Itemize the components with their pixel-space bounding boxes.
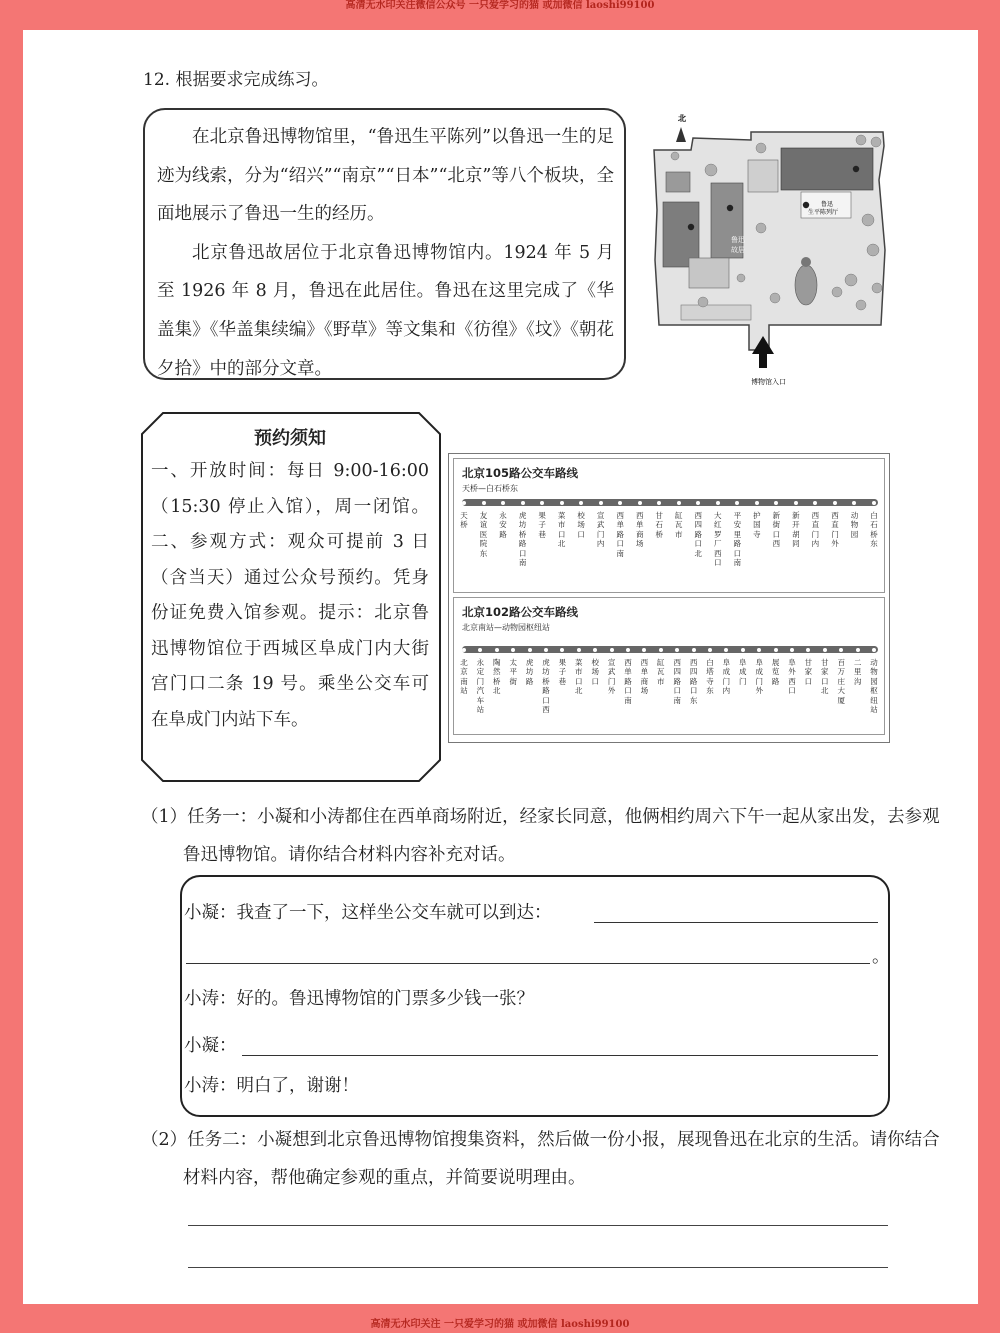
building	[666, 172, 690, 192]
building	[681, 305, 751, 320]
task2-prompt: （2）任务二：小凝想到北京鲁迅博物馆搜集资料，然后做一份小报，展现鲁迅在北京的生活。请你结合材料内容，帮他确定参观的重点，并简要说明理由。	[141, 1130, 940, 1188]
dialog-line-1-end: 。	[872, 947, 890, 967]
route-stop-label: 陶然桥北	[493, 658, 501, 696]
route-stop-label: 甘家口	[804, 658, 813, 686]
route-stop-dot	[540, 501, 544, 505]
entrance-label: 博物馆入口	[751, 378, 786, 386]
route-stop-label: 西四路口南	[673, 658, 681, 705]
building	[663, 202, 699, 267]
route-stop-dot	[806, 648, 810, 652]
route-stop-label: 西四路口北	[694, 511, 703, 558]
route-stop-dot	[692, 648, 696, 652]
route-stop-label: 校场口	[577, 511, 585, 539]
bus-route-title: 北京105路公交车路线	[462, 466, 579, 480]
material-paragraph-2: 北京鲁迅故居位于北京鲁迅博物馆内。1924 年 5 月至 1926 年 8 月，鲁迅在此居住。鲁迅在这里完成了《华盖集》《华盖集续编》《野草》等文集和《彷徨》《坟》《朝花夕拾》中的部分文章。	[157, 242, 614, 379]
route-stop-dot	[774, 648, 778, 652]
bus-route-105	[453, 458, 885, 593]
route-stop-dot	[610, 648, 614, 652]
route-stop-label: 永定门汽车站	[476, 658, 485, 715]
route-stop-dot	[511, 648, 515, 652]
north-arrow-icon	[676, 127, 686, 142]
route-stop-dot	[724, 648, 728, 652]
route-stop-dot	[839, 648, 843, 652]
dialog-line-1: 小凝：我查了一下，这样坐公交车就可以到达：	[184, 903, 552, 923]
route-stop-label: 护国寺	[753, 511, 761, 539]
route-stop-dot	[593, 648, 597, 652]
route-stop-dot	[495, 648, 499, 652]
route-stop-dot	[716, 501, 720, 505]
route-stop-label: 西单路口南	[624, 658, 632, 705]
route-stop-label: 二里沟	[853, 658, 862, 686]
route-stop-label: 新开胡同	[792, 511, 800, 549]
route-stop-dot	[501, 501, 505, 505]
route-stop-label: 百万庄大厦	[837, 658, 845, 705]
route-stop-label: 永安路	[499, 511, 507, 539]
route-stop-dot	[872, 648, 876, 652]
route-stop-dot	[560, 501, 564, 505]
answer-blank[interactable]	[594, 922, 878, 923]
route-stop-dot	[741, 648, 745, 652]
route-stop-dot	[708, 648, 712, 652]
route-stop-dot	[462, 501, 466, 505]
route-stop-dot	[755, 501, 759, 505]
route-stop-label: 西单商场	[635, 511, 644, 549]
notice-title: 预约须知	[254, 428, 326, 449]
exhibition-label-1: 鲁迅	[821, 201, 834, 208]
route-stop-dot	[462, 648, 466, 652]
route-stop-label: 缸瓦市	[675, 511, 683, 539]
route-stop-label: 西单路口南	[616, 511, 624, 558]
route-stop-label: 阜成门外	[755, 658, 763, 696]
route-stop-label: 天桥	[460, 511, 468, 530]
route-stop-label: 虎坊桥路口西	[542, 658, 550, 715]
route-stop-dot	[852, 501, 856, 505]
route-stop-dot	[528, 648, 532, 652]
route-stop-dot	[521, 501, 525, 505]
route-stop-label: 太平街	[509, 658, 517, 686]
route-stop-label: 白塔寺东	[706, 658, 714, 696]
route-stop-dot	[544, 648, 548, 652]
route-stop-dot	[696, 501, 700, 505]
route-stop-label: 展览路	[771, 658, 780, 686]
answer-blank[interactable]	[242, 1055, 878, 1056]
dialog-line-3: 小凝：	[184, 1036, 237, 1056]
answer-line[interactable]	[188, 1225, 888, 1226]
statue-icon	[795, 265, 817, 305]
museum-map	[651, 110, 891, 390]
answer-line[interactable]	[188, 1267, 888, 1268]
route-stop-label: 甘石桥	[655, 511, 663, 539]
route-stop-dot	[833, 501, 837, 505]
route-stop-label: 友谊医院东	[479, 511, 488, 558]
route-stop-label: 虎坊桥路口南	[518, 511, 527, 568]
route-stop-dot	[790, 648, 794, 652]
bus-route-panel	[448, 453, 890, 743]
answer-blank[interactable]	[186, 963, 870, 964]
route-stop-dot	[677, 501, 681, 505]
material-paragraph-1: 在北京鲁迅博物馆里，“鲁迅生平陈列”以鲁迅一生的足迹为线索，分为“绍兴”“南京”“日本”“北京”等八个板块，全面地展示了鲁迅一生的经历。	[157, 127, 614, 225]
route-stop-label: 阜成门内	[722, 658, 731, 696]
route-stop-label: 缸瓦市	[657, 658, 665, 686]
building	[689, 258, 729, 288]
route-stop-dot	[482, 501, 486, 505]
route-stop-label: 白石桥东	[870, 511, 878, 549]
worksheet-page	[23, 30, 978, 1304]
route-stop-label: 校场口	[591, 658, 599, 686]
exhibition-building	[781, 148, 873, 190]
route-stop-dot	[638, 501, 642, 505]
route-line	[462, 646, 878, 653]
route-stop-dot	[599, 501, 603, 505]
route-stop-dot	[560, 648, 564, 652]
museum-map-drawing	[651, 110, 891, 390]
question-title: 12. 根据要求完成练习。	[143, 70, 329, 90]
route-stop-dot	[872, 501, 876, 505]
route-stop-label: 大红罗厂西口	[714, 511, 722, 568]
route-stop-label: 西四路口东	[689, 658, 698, 705]
route-stop-dot	[823, 648, 827, 652]
route-stop-dot	[659, 648, 663, 652]
route-stop-label: 平安里路口南	[733, 511, 742, 568]
route-stop-label: 北京南站	[460, 658, 468, 696]
route-stop-label: 菜市口北	[575, 658, 583, 696]
route-stop-dot	[774, 501, 778, 505]
watermark-bottom: 高清无水印关注 一只爱学习的猫 或加微信 laoshi99100	[370, 1319, 630, 1330]
route-stop-label: 菜市口北	[557, 511, 566, 549]
task1-prompt: （1）任务一：小凝和小涛都住在西单商场附近，经家长同意，他俩相约周六下午一起从家出发，去参观鲁迅博物馆。请你结合材料内容补充对话。	[141, 807, 940, 865]
route-stop-dot	[626, 648, 630, 652]
route-stop-label: 果子巷	[538, 511, 546, 539]
route-stop-label: 西单商场	[640, 658, 649, 696]
route-stop-label: 动物园枢纽站	[870, 658, 878, 715]
route-stop-dot	[735, 501, 739, 505]
route-stop-dot	[577, 648, 581, 652]
exhibition-label-2: 生平陈列厅	[808, 209, 839, 216]
route-stop-dot	[579, 501, 583, 505]
route-stop-label: 西直门外	[831, 511, 839, 549]
route-stop-label: 果子巷	[558, 658, 567, 686]
route-stop-label: 新街口西	[772, 511, 781, 549]
dialog-line-4: 小涛：明白了，谢谢！	[184, 1076, 359, 1096]
watermark-top: 高清无水印关注微信公众号 一只爱学习的猫 或加微信 laoshi99100	[345, 0, 655, 11]
route-stop-dot	[757, 648, 761, 652]
route-line	[462, 499, 878, 506]
residence-label-1: 鲁迅	[731, 236, 745, 244]
route-stop-dot	[813, 501, 817, 505]
route-stop-dot	[657, 501, 661, 505]
route-stop-dot	[675, 648, 679, 652]
route-stop-label: 虎坊路	[525, 658, 534, 686]
route-stop-dot	[478, 648, 482, 652]
reservation-notice	[141, 412, 441, 782]
route-stop-label: 阜成门	[739, 658, 747, 686]
route-stop-dot	[856, 648, 860, 652]
route-stop-label: 甘家口北	[821, 658, 829, 696]
route-stop-label: 宣武门外	[607, 658, 616, 696]
route-stop-dot	[642, 648, 646, 652]
residence-label-2: 故居	[731, 246, 745, 254]
north-label: 北	[678, 114, 686, 123]
bus-route-subtitle: 天桥—白石桥东	[462, 484, 518, 493]
route-stop-label: 西直门内	[811, 511, 820, 549]
bus-route-102	[453, 597, 885, 735]
route-stop-label: 阜外西口	[788, 658, 796, 696]
building	[748, 160, 778, 192]
bus-route-subtitle: 北京南站—动物园枢纽站	[462, 623, 550, 632]
material-box	[143, 108, 626, 380]
dialog-line-2: 小涛：好的。鲁迅博物馆的门票多少钱一张？	[184, 989, 534, 1009]
route-stop-label: 动物园	[850, 511, 859, 539]
route-stop-dot	[794, 501, 798, 505]
statue-head	[801, 257, 811, 267]
dialog-box	[180, 875, 890, 1117]
bus-route-title: 北京102路公交车路线	[462, 605, 579, 619]
route-stop-dot	[618, 501, 622, 505]
route-stop-label: 宣武门内	[596, 511, 605, 549]
notice-text: 一、开放时间：每日 9:00-16:00（15:30 停止入馆），周一闭馆。二、参观方式：观众可提前 3 日（含当天）通过公众号预约。凭身份证免费入馆参观。提示：北京鲁迅博物馆位于西城区阜成门内大街宫门口二条 19 号。乘坐公交车可在阜成门内站下车。	[151, 461, 429, 730]
